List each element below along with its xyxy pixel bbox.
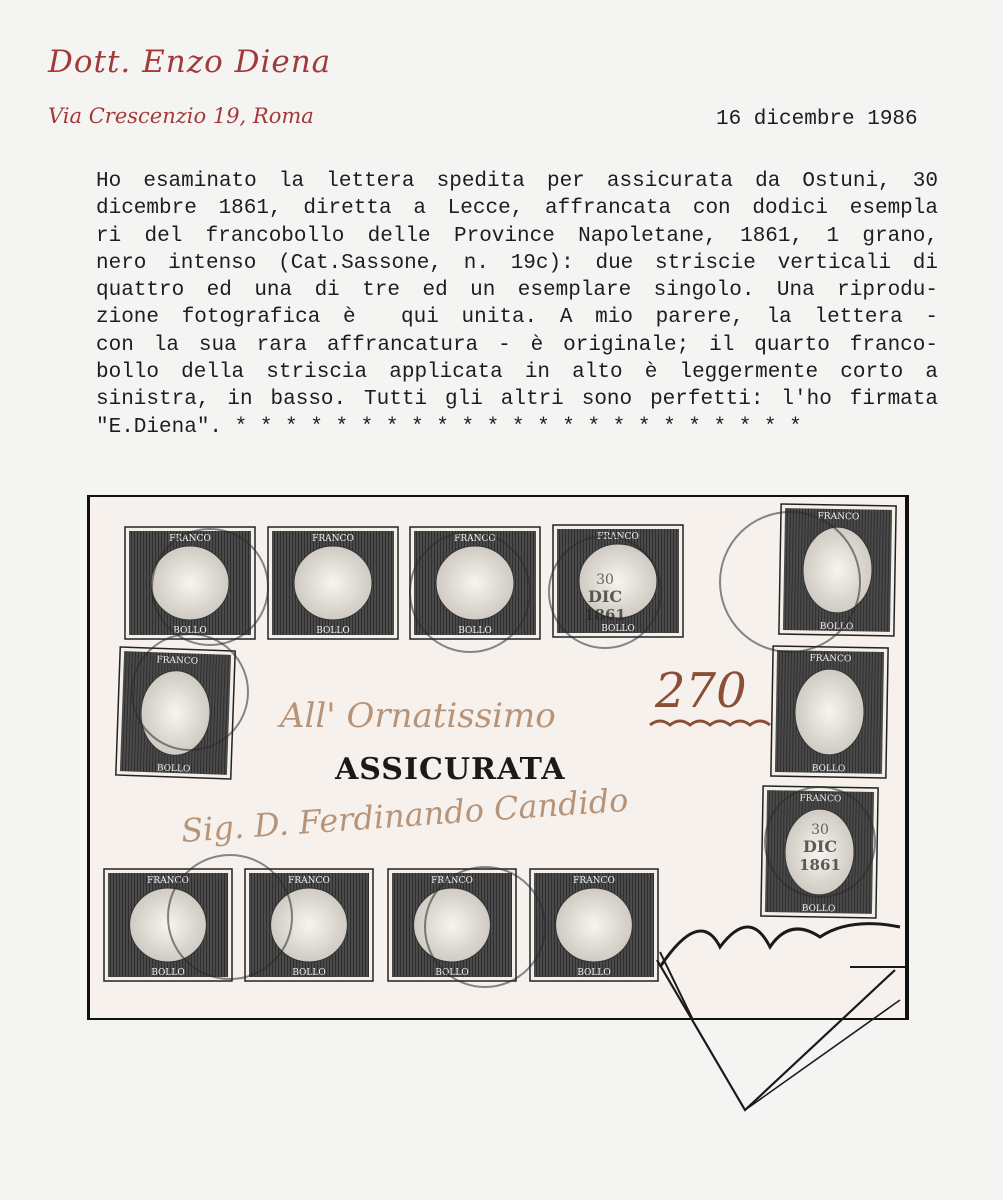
stamp-single — [116, 647, 235, 779]
svg-text:FRANCO: FRANCO — [799, 793, 842, 805]
stamp-bottom-4 — [530, 869, 658, 981]
svg-text:BOLLO: BOLLO — [801, 903, 836, 915]
svg-text:FRANCO: FRANCO — [312, 534, 354, 544]
body-line: ri del francobollo delle Province Napoletane, 1861, 1 grano, — [96, 224, 938, 248]
stamp-bottom-2 — [245, 869, 373, 981]
stamp-right-1 — [779, 504, 896, 636]
svg-text:FRANCO: FRANCO — [147, 876, 189, 886]
svg-text:BOLLO: BOLLO — [173, 626, 207, 636]
svg-text:FRANCO: FRANCO — [156, 655, 199, 667]
svg-text:DIC: DIC — [802, 837, 838, 856]
assicurata-handstamp: ASSICURATA — [335, 752, 566, 787]
stamp-bottom-3 — [388, 869, 516, 981]
stamp-right-2 — [771, 646, 888, 778]
svg-text:FRANCO: FRANCO — [817, 511, 860, 523]
svg-text:BOLLO: BOLLO — [819, 621, 854, 633]
certificate-date: 16 dicembre 1986 — [716, 108, 918, 131]
body-line: dicembre 1861, diretta a Lecce, affrancata con dodici esempla — [96, 197, 938, 221]
stamp-top-2 — [268, 527, 398, 639]
body-line: con la sua rara affrancatura - è originale; il quarto franco- — [96, 333, 938, 357]
svg-text:FRANCO: FRANCO — [288, 876, 330, 886]
body-line: nero intenso (Cat.Sassone, n. 19c): due striscie verticali di — [96, 251, 938, 275]
body-line: Ho esaminato la lettera spedita per assicurata da Ostuni, 30 — [96, 170, 938, 193]
svg-text:FRANCO: FRANCO — [809, 653, 852, 665]
svg-text:FRANCO: FRANCO — [573, 876, 615, 886]
cover-illustration — [90, 497, 905, 1018]
letterhead-name: Dott. Enzo Diena — [48, 44, 332, 80]
svg-text:BOLLO: BOLLO — [435, 968, 469, 978]
manuscript-address-2: Sig. D. Ferdinando Candido — [179, 780, 630, 850]
svg-text:BOLLO: BOLLO — [458, 626, 492, 636]
body-line: bollo della striscia applicata in alto è leggermente corto a — [96, 361, 938, 385]
svg-text:BOLLO: BOLLO — [316, 626, 350, 636]
svg-text:1861: 1861 — [799, 856, 841, 874]
svg-text:BOLLO: BOLLO — [151, 968, 185, 978]
svg-text:FRANCO: FRANCO — [597, 532, 639, 542]
rate-marking: 270 — [655, 663, 747, 719]
svg-text:1861: 1861 — [584, 606, 626, 624]
svg-text:30: 30 — [811, 822, 829, 838]
svg-text:BOLLO: BOLLO — [156, 763, 191, 775]
manuscript-address-1: All' Ornatissimo — [280, 696, 556, 736]
svg-text:FRANCO: FRANCO — [169, 534, 211, 544]
svg-text:BOLLO: BOLLO — [577, 968, 611, 978]
letterhead-address: Via Crescenzio 19, Roma — [48, 104, 314, 128]
body-line: "E.Diena". * * * * * * * * * * * * * * * * * * * * * * * — [96, 415, 802, 439]
svg-text:BOLLO: BOLLO — [811, 763, 846, 775]
stamp-top-1 — [125, 527, 255, 639]
body-line: sinistra, in basso. Tutti gli altri sono perfetti: l'ho firmata — [96, 388, 938, 412]
svg-text:FRANCO: FRANCO — [454, 534, 496, 544]
body-line: quattro ed una di tre ed un esemplare singolo. Una riprodu- — [96, 279, 938, 303]
stamp-top-3 — [410, 527, 540, 639]
svg-text:BOLLO: BOLLO — [292, 968, 326, 978]
svg-text:30: 30 — [596, 572, 614, 588]
svg-text:BOLLO: BOLLO — [601, 624, 635, 634]
svg-text:DIC: DIC — [587, 587, 623, 606]
certificate-body — [96, 168, 938, 441]
svg-text:FRANCO: FRANCO — [431, 876, 473, 886]
cover-photo — [87, 495, 909, 1020]
body-line: zione fotografica è qui unita. A mio parere, la lettera - — [96, 306, 938, 330]
